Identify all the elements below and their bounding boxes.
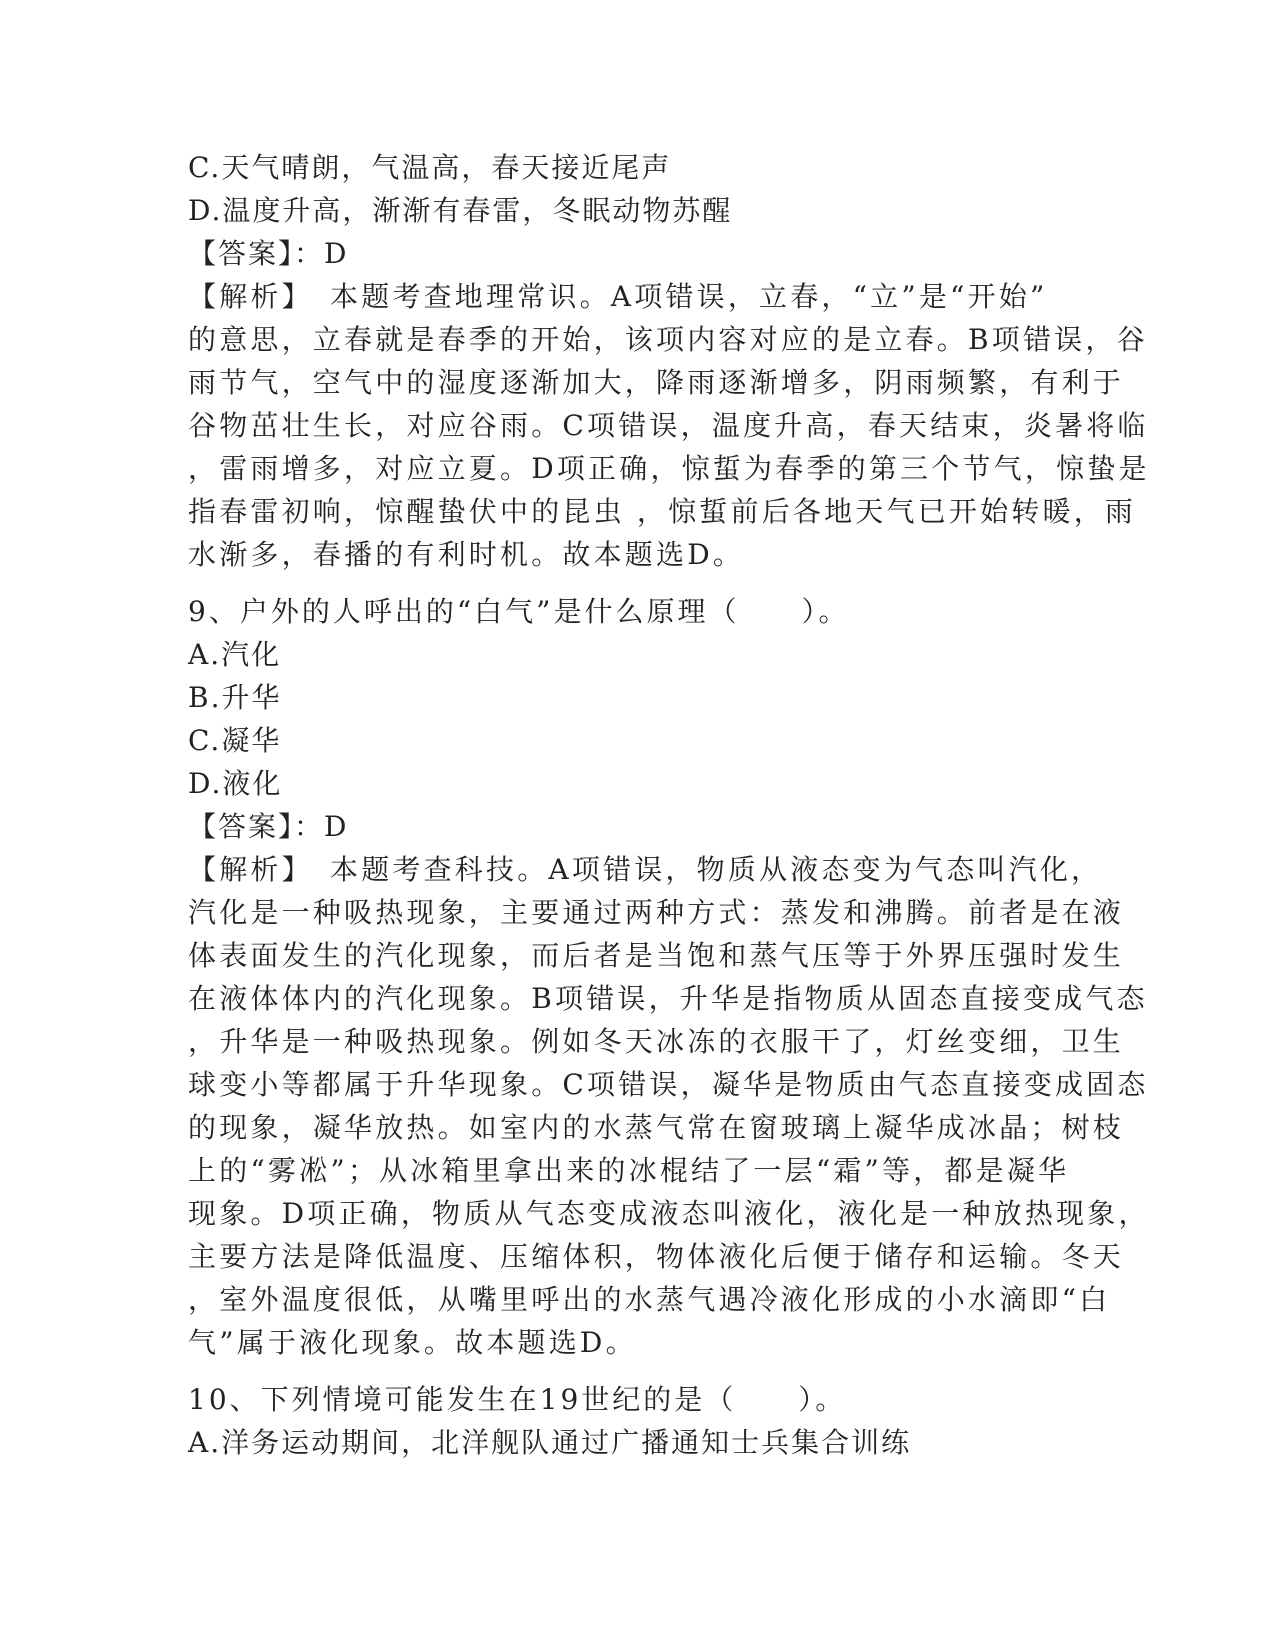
analysis-line: 指春雷初响，惊醒蛰伏中的昆虫 ，惊蜇前后各地天气已开始转暖，雨 <box>188 495 1137 528</box>
question-9-title: 9、户外的人呼出的“白气”是什么原理（ ）。 <box>188 595 850 628</box>
question-9-block <box>188 590 1150 1364</box>
option-a: A.汽化 <box>188 638 282 671</box>
analysis-line: 谷物茁壮生长，对应谷雨。C项错误，温度升高，春天结束，炎暑将临 <box>188 409 1149 442</box>
analysis-line: ，室外温度很低，从嘴里呼出的水蒸气遇冷液化形成的小水滴即“白 <box>188 1283 1111 1316</box>
analysis-line: 汽化是一种吸热现象，主要通过两种方式：蒸发和沸腾。前者是在液 <box>188 896 1125 929</box>
analysis-line: 水渐多，春播的有利时机。故本题选D。 <box>188 538 745 571</box>
analysis-line: 现象。D项正确，物质从气态变成液态叫液化，液化是一种放热现象， <box>188 1197 1150 1230</box>
analysis-line: 球变小等都属于升华现象。C项错误，凝华是物质由气态直接变成固态 <box>188 1068 1149 1101</box>
answer-line: 【答案】：D <box>188 237 349 270</box>
option-b: B.升华 <box>188 681 282 714</box>
analysis-line: 【解析】 本题考查地理常识。A项错误，立春，“立”是“开始” <box>188 280 1048 313</box>
analysis-paragraph <box>188 848 1150 1364</box>
analysis-paragraph <box>188 275 1150 576</box>
analysis-line: 在液体体内的汽化现象。B项错误，升华是指物质从固态直接变成气态 <box>188 982 1148 1015</box>
analysis-line: 的意思，立春就是春季的开始，该项内容对应的是立春。B项错误，谷 <box>188 323 1148 356</box>
analysis-line: 气”属于液化现象。故本题选D。 <box>188 1326 637 1359</box>
analysis-line: 主要方法是降低温度、压缩体积，物体液化后便于储存和运输。冬天 <box>188 1240 1125 1273</box>
option-c: C.天气晴朗，气温高，春天接近尾声 <box>188 151 672 184</box>
option-a: A.洋务运动期间，北洋舰队通过广播通知士兵集合训练 <box>188 1426 912 1459</box>
option-d: D.液化 <box>188 767 283 800</box>
question-10-block <box>188 1378 1088 1464</box>
spacer <box>188 1364 1088 1378</box>
analysis-line: 雨节气，空气中的湿度逐渐加大，降雨逐渐增多，阴雨频繁，有利于 <box>188 366 1125 399</box>
spacer <box>188 576 1088 590</box>
option-c: C.凝华 <box>188 724 282 757</box>
question-prev-block <box>188 146 1150 576</box>
option-d: D.温度升高，渐渐有春雷，冬眠动物苏醒 <box>188 194 733 227</box>
analysis-line: 体表面发生的汽化现象，而后者是当饱和蒸气压等于外界压强时发生 <box>188 939 1125 972</box>
document-page <box>188 146 1150 1464</box>
question-10-title: 10、下列情境可能发生在19世纪的是（ ）。 <box>188 1383 847 1416</box>
analysis-line: 上的“雾凇”；从冰箱里拿出来的冰棍结了一层“霜”等，都是凝华 <box>188 1154 1070 1187</box>
analysis-line: 【解析】 本题考查科技。A项错误，物质从液态变为气态叫汽化， <box>188 853 1103 886</box>
analysis-line: ，升华是一种吸热现象。例如冬天冰冻的衣服干了，灯丝变细，卫生 <box>188 1025 1125 1058</box>
answer-line: 【答案】：D <box>188 810 349 843</box>
analysis-line: 的现象，凝华放热。如室内的水蒸气常在窗玻璃上凝华成冰晶；树枝 <box>188 1111 1125 1144</box>
analysis-line: ，雷雨增多，对应立夏。D项正确，惊蜇为春季的第三个节气，惊蛰是 <box>188 452 1150 485</box>
